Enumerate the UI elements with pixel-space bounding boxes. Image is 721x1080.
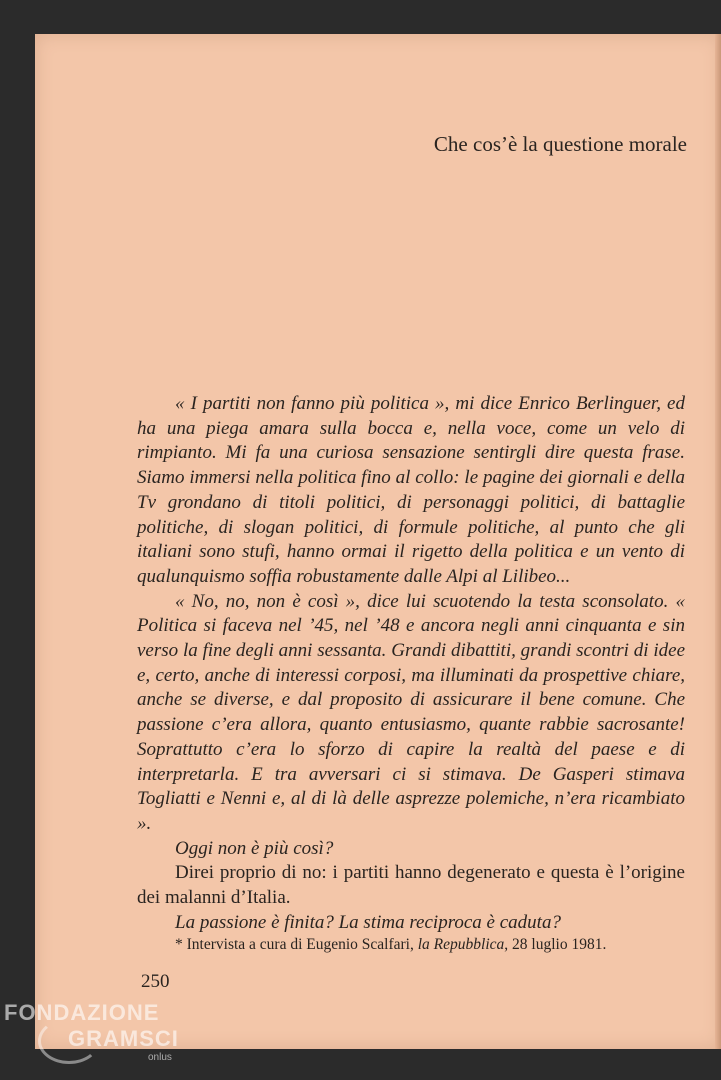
footnote <box>137 936 685 954</box>
footnote-source: la Repubblica <box>417 936 505 953</box>
page-edge <box>715 34 721 1049</box>
book-page <box>35 34 721 1049</box>
question-2: La passione è finita? La stima reciproca è caduta? <box>175 911 561 933</box>
watermark-line1: FONDAZIONE <box>4 1000 160 1025</box>
watermark-line3: onlus <box>148 1052 172 1063</box>
body-text <box>137 392 685 935</box>
answer-1: Direi proprio di no: i partiti hanno degenerato e questa è l’origine dei malanni d’Italia. <box>137 862 685 909</box>
paragraph-2: « No, no, non è così », dice lui scuotendo la testa sconsolato. « Politica si faceva nel ’45, nel ’48 e ancora negli anni cinquanta e sin verso la fine degli anni sessanta. Grandi dibattiti, grandi scontri di idee e, certo, anche di interessi corposi, ma illuminati da prospettive chiare, anche se diverse, e dal proposito di assicurare il bene comune. Che passione c’era allora, quanto entusiasmo, quante rabbie sacrosante! Soprattutto c’era lo sforzo di capire la realtà del paese e di interpretarla. E tra avversari ci si stimava. De Gasperi stimava Togliatti e Nenni e, al di là delle asprezze polemiche, n’era ricambiato ». <box>137 590 685 834</box>
watermark-logo <box>4 1000 204 1070</box>
running-head: Che cos’è la questione morale <box>433 132 687 156</box>
footnote-suffix: , 28 luglio 1981. <box>504 936 607 953</box>
footnote-prefix: * Intervista a cura di Eugenio Scalfari, <box>175 936 418 953</box>
paragraph-1: « I partiti non fanno più politica », mi dice Enrico Berlinguer, ed ha una piega amara sulla bocca e, nella voce, come un velo di rimpianto. Mi fa una curiosa sensazione sentirgli dire questa frase. Siamo immersi nella politica fino al collo: le pagine dei giornali e della Tv grondano di titoli politici, di personaggi politici, di battaglie politiche, di slogan politici, di formule politiche, al punto che gli italiani sono stufi, hanno ormai il rigetto della politica e un vento di qualunquismo soffia robustamente dalle Alpi al Lilibeo... <box>137 393 685 587</box>
page-number: 250 <box>141 971 170 992</box>
watermark-line2: GRAMSCI <box>68 1026 179 1051</box>
question-1: Oggi non è più così? <box>175 837 334 859</box>
